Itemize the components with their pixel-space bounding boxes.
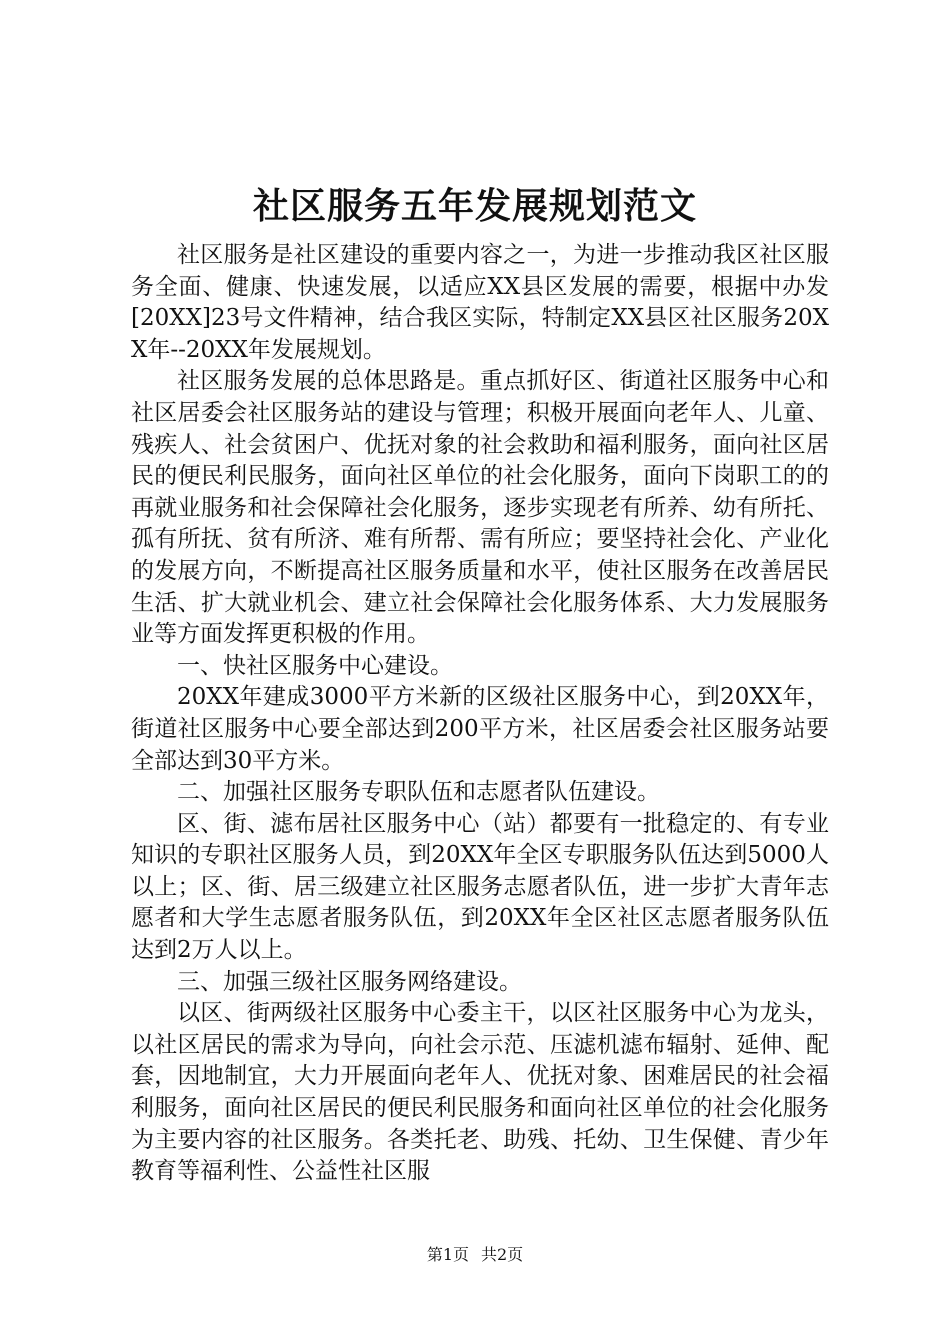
document-title: 社区服务五年发展规划范文 <box>252 185 697 227</box>
paragraph: 以区、街两级社区服务中心委主干，以区社区服务中心为龙头，以社区居民的需求为导向，向社会示范、压滤机滤布辐射、延伸、配套，因地制宜，大力开展面向老年人、优抚对象、困难居民的社会福利服务，面向社区居民的便民利民服务和面向社区单位的社会化服务为主要内容的社区服务。各类托老、助残、托幼、卫生保健、青少年教育等福利性、公益性社区服 <box>131 1000 829 1185</box>
paragraph: 社区服务是社区建设的重要内容之一，为进一步推动我区社区服务全面、健康、快速发展，以适应XX县区发展的需要，根据中办发[20XX]23号文件精神，结合我区实际，特制定XX县区社区服务20XX年--20XX年发展规划。 <box>131 242 829 363</box>
paragraph: 社区服务发展的总体思路是。重点抓好区、街道社区服务中心和社区居委会社区服务站的建设与管理；积极开展面向老年人、儿童、残疾人、社会贫困户、优抚对象的社会救助和福利服务，面向社区居民的便民利民服务，面向社区单位的社会化服务，面向下岗职工的的再就业服务和社会保障社会化服务，逐步实现老有所养、幼有所托、孤有所抚、贫有所济、难有所帮、需有所应；要坚持社会化、产业化的发展方向，不断提高社区服务质量和水平，使社区服务在改善居民生活、扩大就业机会、建立社会保障社会化服务体系、大力发展服务业等方面发挥更积极的作用。 <box>131 368 829 648</box>
page-number-current: 第1页 <box>426 1245 469 1264</box>
paragraph: 区、街、滤布居社区服务中心（站）都要有一批稳定的、有专业知识的专职社区服务人员，到20XX年全区专职服务队伍达到5000人以上；区、街、居三级建立社区服务志愿者队伍，进一步扩大青年志愿者和大学生志愿者服务队伍，到20XX年全区社区志愿者服务队伍达到2万人以上。 <box>131 810 829 964</box>
paragraph: 20XX年建成3000平方米新的区级社区服务中心，到20XX年，街道社区服务中心要全部达到200平方米，社区居委会社区服务站要全部达到30平方米。 <box>131 684 829 774</box>
section-heading: 三、加强三级社区服务网络建设。 <box>177 968 522 995</box>
document-body <box>131 240 829 1188</box>
page-number-total: 共2页 <box>481 1245 524 1264</box>
section-heading: 一、快社区服务中心建设。 <box>177 652 453 679</box>
page-footer <box>0 1244 950 1266</box>
section-heading: 二、加强社区服务专职队伍和志愿者队伍建设。 <box>177 779 660 806</box>
